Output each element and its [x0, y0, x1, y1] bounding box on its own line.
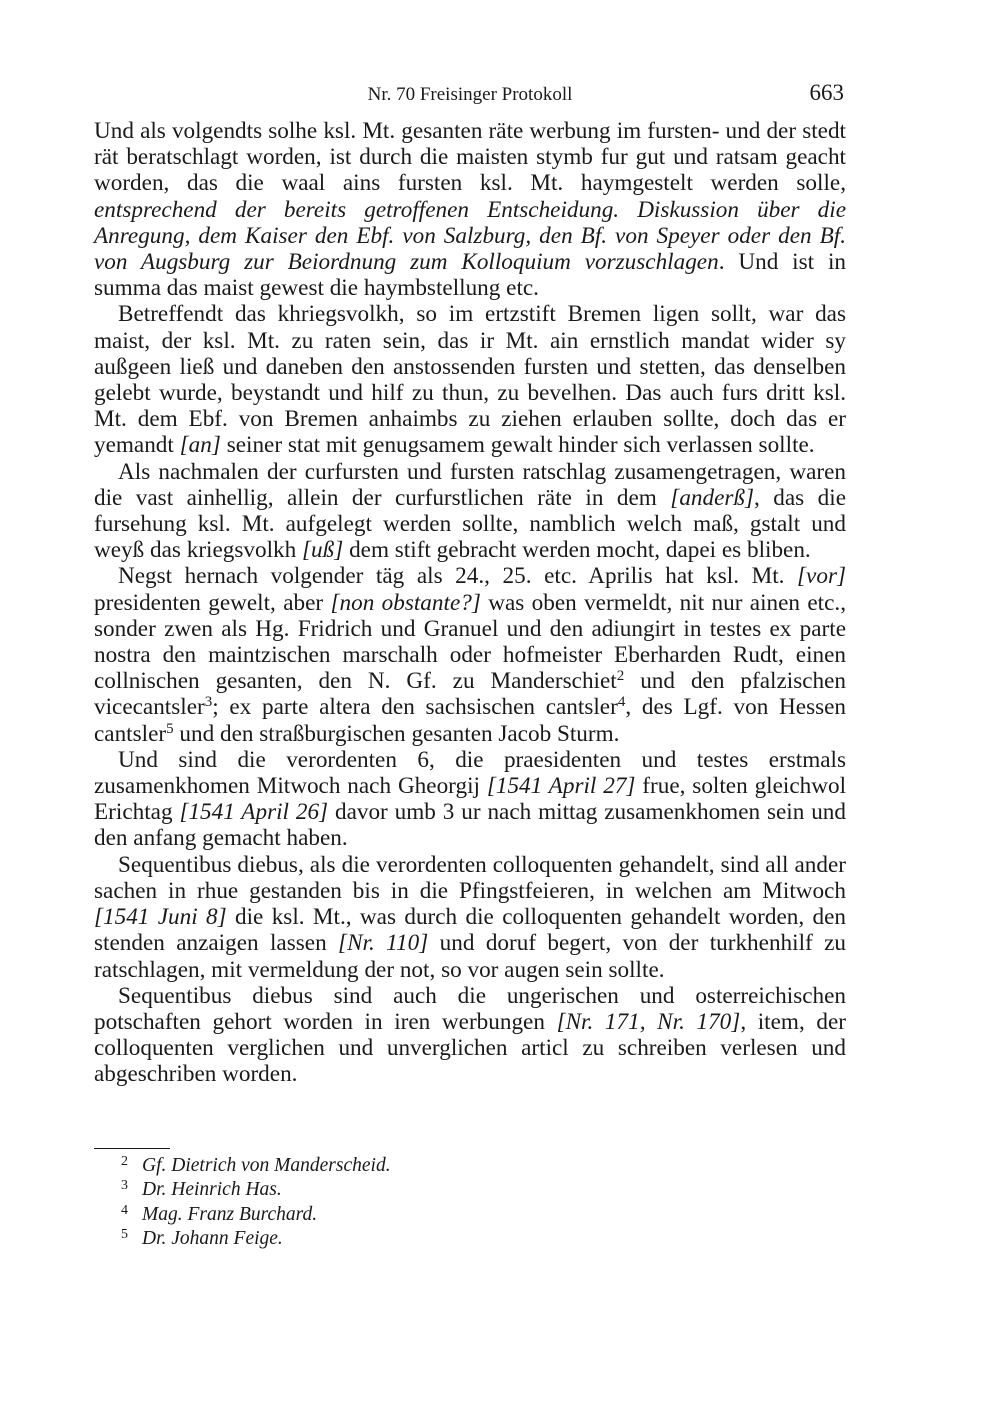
footnote-2 — [94, 1154, 846, 1178]
paragraph-2 — [94, 301, 846, 458]
editorial-insertion: [vor] — [797, 563, 846, 590]
text-run: , das die fursehung ksl. Mt. aufgelegt werden sollte, namblich welch maß, gstalt und weyß das kriegsvolkh — [94, 484, 846, 564]
editorial-date: [1541 Juni 8] — [94, 904, 227, 931]
text-run: presidenten gewelt, aber — [94, 589, 331, 616]
footnote-4 — [94, 1203, 846, 1227]
text-run: seiner stat mit genugsamem gewalt hinder sich verlassen sollte. — [220, 432, 815, 459]
text-run: Und als volgendts solhe ksl. Mt. gesanten räte werbung im fursten- und der stedt rät beratschlagt worden, ist durch die maisten stymb fur gut und ratsam geacht worden, das die waal ains fursten ksl. Mt. haymgestelt werden solle, — [94, 118, 846, 197]
editorial-date: [1541 April 27] — [486, 773, 636, 800]
footnote-number: 3 — [121, 1178, 128, 1194]
text-run: Sequentibus diebus sind auch die ungerischen und osterreichischen potschaften gehort worden in iren werbungen — [94, 982, 846, 1035]
paragraph-4 — [94, 563, 846, 746]
document-reference[interactable]: [Nr. 171, Nr. 170] — [556, 1008, 741, 1035]
editorial-insertion: [anderß] — [670, 484, 755, 511]
footnote-divider — [94, 1148, 170, 1149]
paragraph-7 — [94, 983, 846, 1088]
text-run: , item, der colloquenten verglichen und unverglichen articl zu schreiben verlesen und abgeschriben worden. — [94, 1008, 846, 1088]
running-head: Nr. 70 Freisinger Protokoll — [367, 84, 573, 105]
paragraph-1 — [94, 118, 846, 301]
text-run: Und sind die verordenten 6, die praesidenten und testes erstmals zusamenkhomen Mitwoch nach Gheorgij — [94, 746, 846, 800]
editorial-summary: entsprechend der bereits getroffenen Entscheidung. Diskussion über die Anregung, dem Kaiser den Ebf. von Salzburg, den Bf. von Speyer oder den Bf. von Augsburg zur Beiordnung zum Kolloquium vorzuschlagen — [94, 196, 846, 276]
footnote-text: Mag. Franz Burchard. — [142, 1203, 318, 1225]
editorial-insertion: [an] — [179, 432, 221, 459]
footnotes — [94, 1154, 846, 1252]
footnote-ref-2[interactable]: 2 — [616, 668, 625, 685]
footnote-number: 5 — [121, 1227, 128, 1243]
page-number: 663 — [809, 80, 844, 105]
text-run: was oben vermeldt, nit nur ainen etc., sonder zwen als Hg. Fridrich und Granuel und den adiungirt in testes ex parte nostra den maintzischen marschalh oder hofmeister Eberharden Rudt, einen collnischen gesanten, den N. Gf. zu Manderschiet — [94, 589, 846, 695]
paragraph-6 — [94, 852, 846, 983]
footnote-5 — [94, 1227, 846, 1251]
footnote-ref-5[interactable]: 5 — [166, 720, 174, 737]
text-run: , des Lgf. von Hessen cantsler — [94, 694, 846, 747]
editorial-insertion: [non obstante?] — [330, 589, 481, 616]
text-run: die ksl. Mt., was durch die colloquenten gehandelt worden, den stenden anzaigen lassen — [94, 904, 846, 957]
text-run: ; ex parte altera den sachsischen cantsler — [212, 694, 618, 721]
editorial-date: [1541 April 26] — [179, 799, 329, 826]
footnote-number: 2 — [121, 1154, 128, 1169]
editorial-insertion: [uß] — [302, 537, 344, 564]
footnote-text: Dr. Johann Feige. — [142, 1228, 283, 1250]
text-run: Sequentibus diebus, als die verordenten colloquenten gehandelt, sind all ander sachen in rhue gestanden bis in die Pfingstfeieren, in welchen am Mitwoch — [94, 851, 846, 904]
text-run: Betreffendt das khriegsvolkh, so im ertzstift Bremen ligen sollt, war das maist, der ksl. Mt. zu raten sein, das ir Mt. ain ernstlich mandat wider sy außgeen ließ und daneben den anstossenden fursten und stetten, das denselben gelebt wurde, beystandt und hilf zu thun, zu bevelhen. Das auch furs dritt ksl. Mt. dem Ebf. von Bremen anhaimbs zu ziehen erlauben sollte, doch das er yemandt — [94, 301, 846, 459]
footnote-text: Dr. Heinrich Has. — [142, 1179, 282, 1201]
text-run: frue, solten gleichwol Erichtag — [94, 773, 847, 826]
paragraph-5 — [94, 747, 846, 852]
text-run: Als nachmalen der curfursten und fursten ratschlag zusamengetragen, waren die vast ainhellig, allein der curfurstlichen räte in dem — [94, 458, 846, 511]
page-header — [94, 80, 846, 108]
footnote-number: 4 — [121, 1202, 128, 1218]
footnote-3 — [94, 1178, 846, 1202]
footnote-ref-4[interactable]: 4 — [617, 694, 626, 711]
text-run: und den straßburgischen gesanten Jacob Sturm. — [173, 720, 620, 747]
footnote-ref-3[interactable]: 3 — [204, 694, 213, 711]
paragraph-3 — [94, 459, 846, 564]
main-text — [94, 118, 846, 1088]
document-reference[interactable]: [Nr. 110] — [338, 930, 429, 957]
text-run: und doruf begert, von der turkhenhilf zu ratschlagen, mit vermeldung der not, so vor augen sein sollte. — [94, 930, 847, 983]
text-run: . Und ist in summa das maist gewest die haymbstellung etc. — [94, 249, 846, 302]
text-run: dem stift gebracht werden mocht, dapei es bliben. — [343, 537, 811, 564]
text-run: und den pfalzischen vicecantsler — [94, 668, 846, 721]
text-run: davor umb 3 ur nach mittag zusamenkhomen sein und den anfang gemacht haben. — [94, 799, 846, 852]
footnote-text: Gf. Dietrich von Manderscheid. — [142, 1155, 391, 1176]
text-run: Negst hernach volgender täg als 24., 25. etc. Aprilis hat ksl. Mt. — [118, 563, 798, 590]
